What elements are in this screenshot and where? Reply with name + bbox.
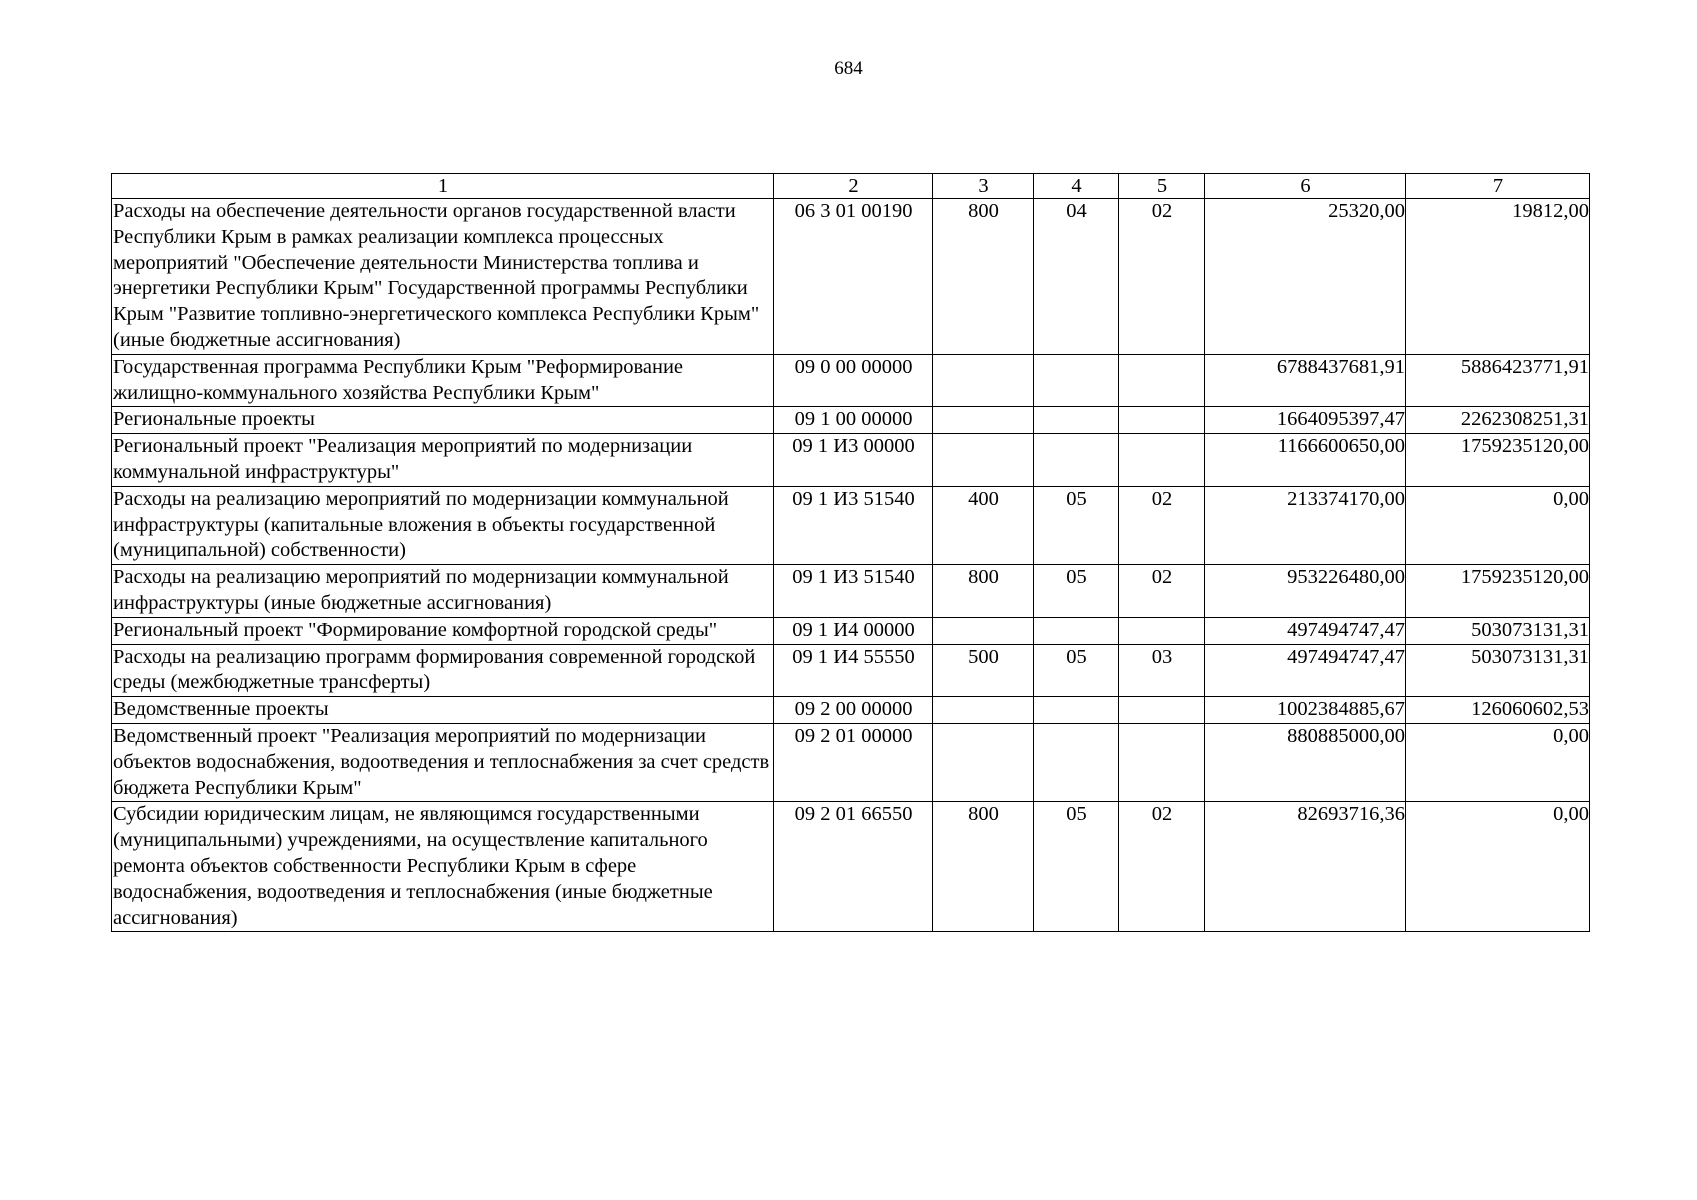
subsection-cell: 02 [1119,802,1205,932]
section-cell [1034,723,1119,801]
expense-type-cell: 500 [933,644,1034,697]
column-header: 5 [1119,174,1205,199]
table-row [112,697,1590,724]
expense-name-cell: Ведомственные проекты [112,697,774,724]
expense-type-cell: 400 [933,486,1034,564]
section-cell: 05 [1034,644,1119,697]
subsection-cell [1119,617,1205,644]
expense-type-cell: 800 [933,565,1034,618]
subsection-cell [1119,407,1205,434]
amount-year1-cell: 82693716,36 [1205,802,1406,932]
amount-year1-cell: 953226480,00 [1205,565,1406,618]
table-row [112,617,1590,644]
amount-year2-cell: 2262308251,31 [1406,407,1590,434]
subsection-cell: 02 [1119,199,1205,355]
column-header: 6 [1205,174,1406,199]
amount-year1-cell: 1664095397,47 [1205,407,1406,434]
expense-type-cell [933,434,1034,487]
amount-year1-cell: 1166600650,00 [1205,434,1406,487]
amount-year1-cell: 6788437681,91 [1205,354,1406,407]
expense-name-cell: Расходы на реализацию мероприятий по модернизации коммунальной инфраструктуры (капитальные вложения в объекты государственной (муниципальной) собственности) [112,486,774,564]
expense-type-cell [933,697,1034,724]
amount-year2-cell: 126060602,53 [1406,697,1590,724]
subsection-cell [1119,697,1205,724]
target-article-code-cell: 09 0 00 00000 [774,354,933,407]
target-article-code-cell: 09 1 И3 51540 [774,565,933,618]
amount-year1-cell: 497494747,47 [1205,617,1406,644]
table-body [112,199,1590,932]
expense-type-cell [933,617,1034,644]
subsection-cell [1119,723,1205,801]
amount-year2-cell: 5886423771,91 [1406,354,1590,407]
expense-name-cell: Расходы на реализацию программ формирования современной городской среды (межбюджетные трансферты) [112,644,774,697]
column-header: 3 [933,174,1034,199]
amount-year2-cell: 1759235120,00 [1406,434,1590,487]
target-article-code-cell: 09 1 И3 51540 [774,486,933,564]
section-cell [1034,407,1119,434]
table-row [112,723,1590,801]
expense-type-cell: 800 [933,802,1034,932]
target-article-code-cell: 09 2 00 00000 [774,697,933,724]
expense-name-cell: Региональные проекты [112,407,774,434]
target-article-code-cell: 09 2 01 00000 [774,723,933,801]
amount-year2-cell: 1759235120,00 [1406,565,1590,618]
column-header: 1 [112,174,774,199]
expense-name-cell: Ведомственный проект "Реализация мероприятий по модернизации объектов водоснабжения, водоотведения и теплоснабжения за счет средств бюджета Республики Крым" [112,723,774,801]
target-article-code-cell: 09 1 00 00000 [774,407,933,434]
target-article-code-cell: 09 2 01 66550 [774,802,933,932]
expense-name-cell: Региональный проект "Формирование комфортной городской среды" [112,617,774,644]
table-row [112,407,1590,434]
expense-type-cell [933,407,1034,434]
table-row [112,199,1590,355]
page-number: 684 [834,58,863,79]
expense-name-cell: Государственная программа Республики Крым "Реформирование жилищно-коммунального хозяйства Республики Крым" [112,354,774,407]
header-row [112,174,1590,199]
amount-year2-cell: 0,00 [1406,486,1590,564]
amount-year2-cell: 0,00 [1406,802,1590,932]
amount-year2-cell: 503073131,31 [1406,617,1590,644]
table-row [112,565,1590,618]
subsection-cell: 02 [1119,486,1205,564]
amount-year1-cell: 880885000,00 [1205,723,1406,801]
subsection-cell [1119,354,1205,407]
section-cell [1034,434,1119,487]
section-cell [1034,617,1119,644]
expense-name-cell: Расходы на реализацию мероприятий по модернизации коммунальной инфраструктуры (иные бюджетные ассигнования) [112,565,774,618]
subsection-cell: 03 [1119,644,1205,697]
section-cell [1034,354,1119,407]
target-article-code-cell: 09 1 И3 00000 [774,434,933,487]
budget-table [111,173,1590,932]
section-cell [1034,697,1119,724]
amount-year2-cell: 19812,00 [1406,199,1590,355]
table-row [112,434,1590,487]
expense-type-cell [933,723,1034,801]
target-article-code-cell: 06 3 01 00190 [774,199,933,355]
section-cell: 04 [1034,199,1119,355]
amount-year1-cell: 497494747,47 [1205,644,1406,697]
amount-year2-cell: 503073131,31 [1406,644,1590,697]
section-cell: 05 [1034,565,1119,618]
section-cell: 05 [1034,486,1119,564]
expense-type-cell: 800 [933,199,1034,355]
table-header [112,174,1590,199]
subsection-cell [1119,434,1205,487]
amount-year1-cell: 1002384885,67 [1205,697,1406,724]
table-row [112,486,1590,564]
target-article-code-cell: 09 1 И4 00000 [774,617,933,644]
target-article-code-cell: 09 1 И4 55550 [774,644,933,697]
column-header: 4 [1034,174,1119,199]
amount-year2-cell: 0,00 [1406,723,1590,801]
expense-name-cell: Расходы на обеспечение деятельности органов государственной власти Республики Крым в рамках реализации комплекса процессных мероприятий "Обеспечение деятельности Министерства топлива и энергетики Республики Крым" Государственной программы Республики Крым "Развитие топливно-энергетического комплекса Республики Крым" (иные бюджетные ассигнования) [112,199,774,355]
expense-type-cell [933,354,1034,407]
subsection-cell: 02 [1119,565,1205,618]
section-cell: 05 [1034,802,1119,932]
table-row [112,354,1590,407]
table-row [112,644,1590,697]
table-row [112,802,1590,932]
expense-name-cell: Региональный проект "Реализация мероприятий по модернизации коммунальной инфраструктуры" [112,434,774,487]
amount-year1-cell: 213374170,00 [1205,486,1406,564]
column-header: 7 [1406,174,1590,199]
expense-name-cell: Субсидии юридическим лицам, не являющимся государственными (муниципальными) учреждениями, на осуществление капитального ремонта объектов собственности Республики Крым в сфере водоснабжения, водоотведения и теплоснабжения (иные бюджетные ассигнования) [112,802,774,932]
amount-year1-cell: 25320,00 [1205,199,1406,355]
column-header: 2 [774,174,933,199]
